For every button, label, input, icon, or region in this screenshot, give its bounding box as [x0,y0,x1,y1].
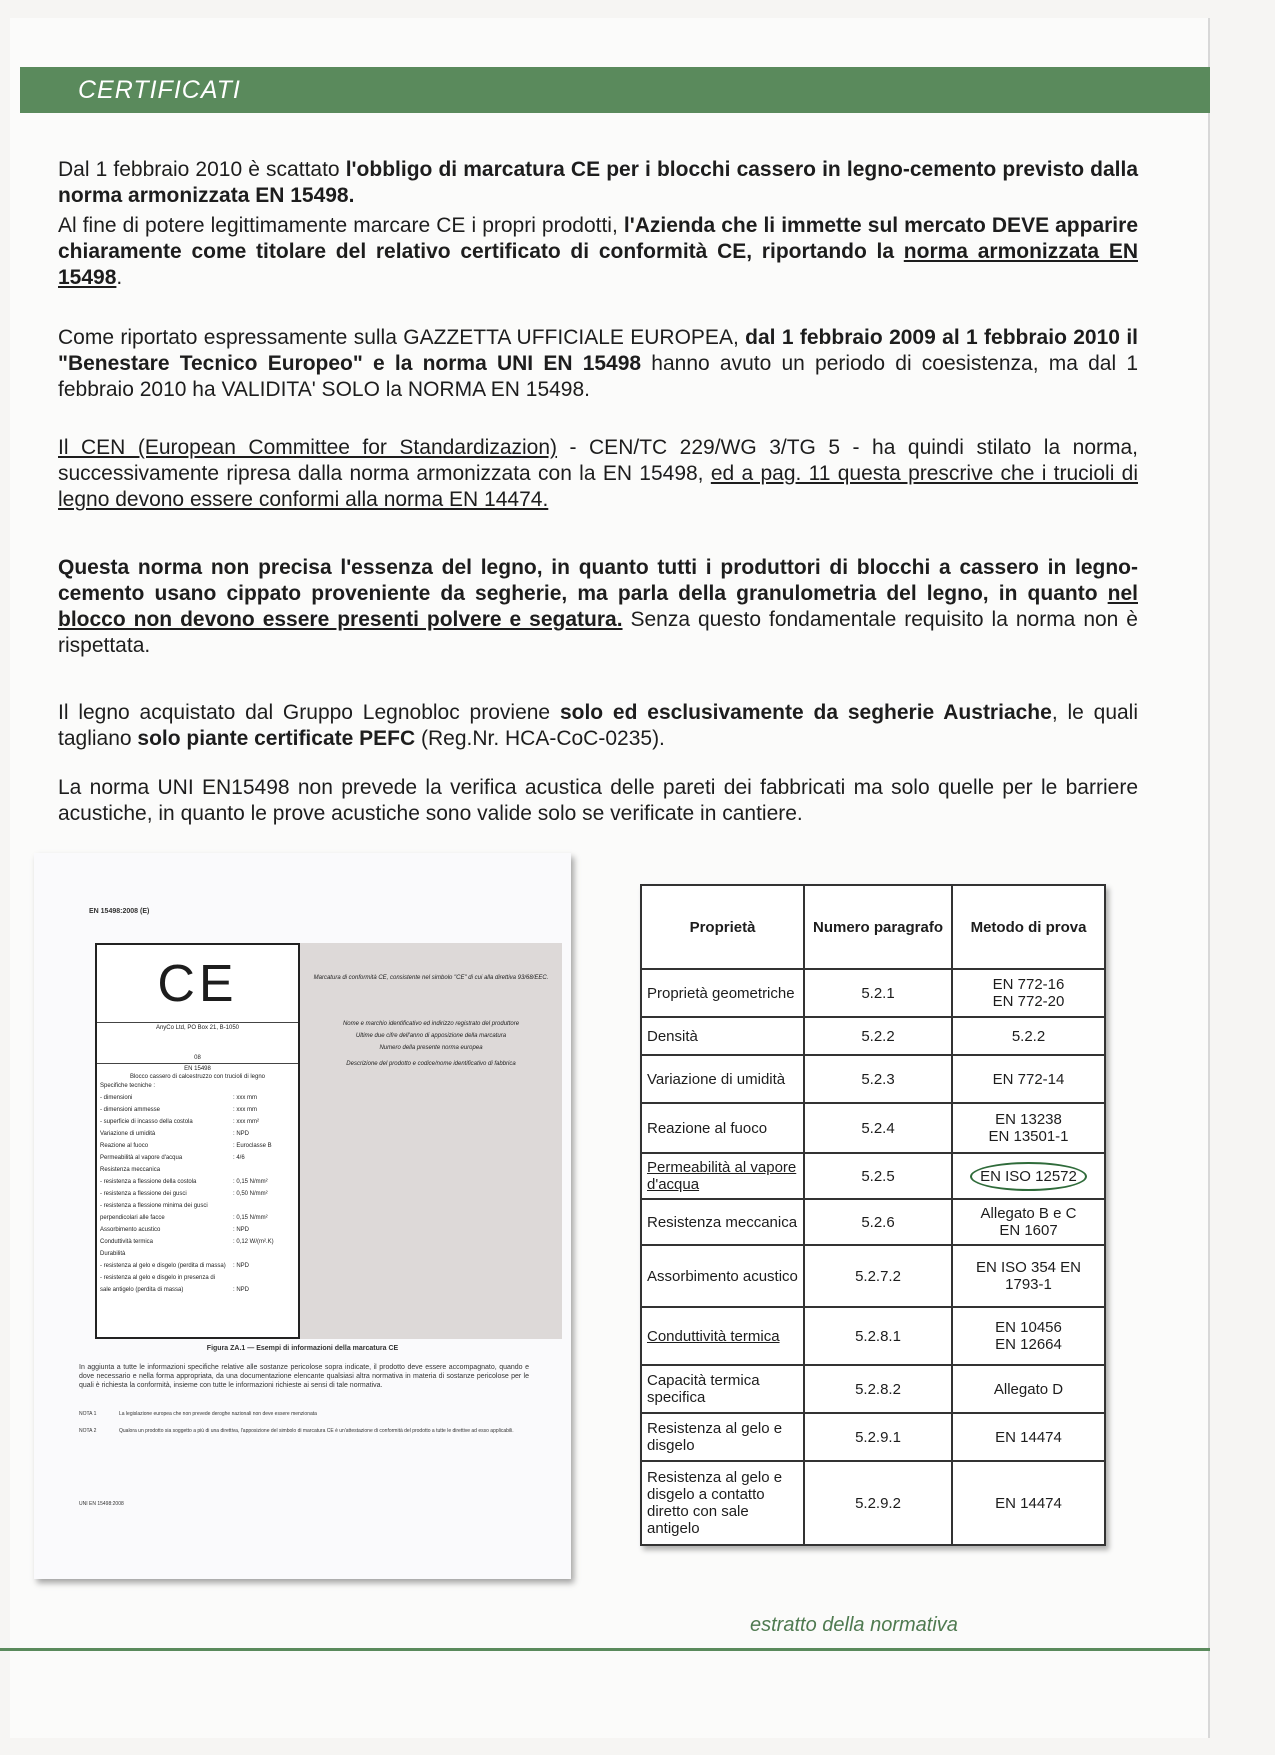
cell-text: 5.2.2 [1011,1027,1046,1045]
spec-label: - resistenza a flessione della costola [100,1179,197,1185]
cell-text: EN 14474 [995,1428,1062,1446]
cell-text: Allegato B e C EN 1607 [980,1205,1077,1239]
text-run: Questa norma non precisa l'essenza del legno, in quanto tutti i produttori di blocchi a cassero in legno-cemento usano cippato proveniente da segherie, ma parla della granulometria del legno, in quanto [58,556,1138,605]
spec-row [97,1248,298,1260]
spec-row [97,1188,298,1200]
paragraph-cell [804,1017,952,1055]
cell-text: Conduttività termica [647,1327,780,1345]
spec-value [233,1273,295,1283]
property-cell [641,1017,804,1055]
annotation: Numero della presente norma europea [379,1045,483,1051]
spec-label: sale antigelo (perdita di massa) [100,1287,184,1293]
table-row [641,1055,1105,1103]
spec-value: : 4/6 [233,1155,245,1161]
method-cell [952,1199,1105,1245]
spec-label: - resistenza a flessione dei gusci [100,1191,187,1197]
text-run: . [116,266,123,289]
spec-row [97,1176,298,1188]
property-cell [641,1461,804,1545]
spec-row [97,1200,298,1212]
text-run: Dal 1 febbraio 2010 è scattato [58,158,346,181]
property-cell [641,1413,804,1461]
cell-text: Proprietà geometriche [647,984,795,1002]
cell-text: Resistenza meccanica [647,1213,798,1231]
method-cell [952,1461,1105,1545]
figure-caption: Figura ZA.1 — Esempi di informazioni della marcatura CE [206,1345,399,1352]
table-caption: estratto della normativa [750,1614,958,1636]
cell-text: Assorbimento acustico [647,1267,798,1285]
text-run: La norma UNI EN15498 non prevede la verifica acustica delle pareti dei fabbricati ma solo quelle per le barriere acustiche, in quanto le prove acustiche sono valide solo se verificate in cantiere. [58,776,1138,825]
spec-value [233,1165,295,1175]
spec-value: : 0,15 N/mm² [233,1179,268,1185]
spec-label: - resistenza a flessione minima dei gusci [100,1203,208,1209]
paragraph-cell [804,1245,952,1307]
properties-table [640,884,1106,1546]
spec-row [97,1104,298,1116]
text-run: l'obbligo di marcatura CE per i blocchi cassero in legno-cemento previsto dalla norma armonizzata EN 15498. [58,158,1138,207]
nota2: Qualora un prodotto sia soggetto a più di una direttiva, l'apposizione del simbolo di marcatura CE è un'attestazione di conformità del prodotto a tutte le direttive ad esso applicabili. [119,1428,514,1434]
property-cell [641,1153,804,1199]
spec-label: - dimensioni [100,1095,133,1101]
table-row [641,1461,1105,1545]
table-row [641,1365,1105,1413]
method-cell [952,1153,1105,1199]
col-header: Metodo di prova [952,885,1105,969]
spec-value: : xxx mm [233,1107,257,1113]
paragraph [58,555,1138,659]
annotation: Descrizione del prodotto e codice/nome identificativo di fabbrica [346,1061,516,1067]
spec-value: : xxx mm² [233,1119,259,1125]
company-address: AnyCo Ltd, PO Box 21, B-1050 [155,1025,240,1031]
property-cell [641,1055,804,1103]
figure-footer: UNI EN 15498:2008 [79,1501,124,1507]
specs-list [97,1092,298,1296]
nota1-label: NOTA 1 [79,1411,97,1417]
cell-text: EN 772-16 EN 772-20 [992,976,1065,1010]
paragraph-cell [804,1365,952,1413]
spec-row [97,1140,298,1152]
table-row [641,1017,1105,1055]
method-cell [952,1365,1105,1413]
spec-value: : NPD [233,1263,250,1269]
spec-row [97,1236,298,1248]
cell-text: 5.2.6 [861,1213,895,1231]
spec-label: perpendicolari alle facce [100,1215,165,1221]
spec-value: : 0,50 N/mm² [233,1191,268,1197]
spec-label: Assorbimento acustico [100,1227,161,1233]
spec-row [97,1284,298,1296]
text-run: Al fine di potere legittimamente marcare CE i propri prodotti, [58,214,624,237]
text-run: Senza questo fondamentale requisito la norma non è rispettata. [58,608,1138,657]
cell-text: EN 10456 EN 12664 [995,1319,1062,1353]
method-cell [952,1055,1105,1103]
spec-value: : NPD [233,1227,250,1233]
text-run: Il legno acquistato dal Gruppo Legnobloc proviene [58,701,560,724]
cell-text: Resistenza al gelo e disgelo [647,1420,783,1454]
spec-label: - resistenza al gelo e disgelo in presenza di [100,1275,216,1281]
paragraph-cell [804,1307,952,1365]
cell-text: 5.2.8.1 [855,1327,901,1345]
paragraph [58,700,1138,752]
spec-label: Durabilità [100,1251,126,1257]
spec-row [97,1092,298,1104]
footer-divider [0,1648,1210,1651]
table-row [641,1103,1105,1153]
spec-label: Permeabilità al vapore d'acqua [100,1155,183,1161]
cell-text: Reazione al fuoco [647,1119,768,1137]
cell-text: EN ISO 12572 [970,1162,1087,1191]
col-header: Proprietà [641,885,804,969]
property-cell [641,1245,804,1307]
cell-text: 5.2.9.2 [855,1494,901,1512]
cell-text: Permeabilità al vapore d'acqua [647,1159,797,1193]
spec-value: : 0,12 W/(m².K) [233,1239,274,1245]
method-cell [952,1103,1105,1153]
property-cell [641,1365,804,1413]
ce-mark: CE [97,945,298,1023]
spec-row [97,1212,298,1224]
figure-body: In aggiunta a tutte le informazioni specifiche relative alle sostanze pericolose sopra indicate, il prodotto deve essere accompagnato, quando e dove necessario e nella forma appropriata, da una documentazione elencante qualsiasi altra normativa in materia di sostanze pericolose per le quali è richiesta la conformità, insieme con tutte le informazioni richieste ai sensi di tale normativa. [79,1364,529,1389]
text-run: Come riportato espressamente sulla GAZZETTA UFFICIALE EUROPEA, [58,326,746,349]
cell-text: Resistenza al gelo e disgelo a contatto diretto con sale antigelo [647,1469,783,1537]
cell-text: 5.2.2 [861,1027,895,1045]
paragraph-cell [804,969,952,1017]
spec-row [97,1128,298,1140]
cell-text: Allegato D [993,1380,1064,1398]
spec-row [97,1152,298,1164]
col-header: Numero paragrafo [804,885,952,969]
spec-value [233,1249,295,1259]
paragraph [58,775,1138,827]
cell-text: 5.2.9.1 [855,1428,901,1446]
method-cell [952,1307,1105,1365]
cell-text: Densità [647,1027,698,1045]
cell-text: 5.2.7.2 [855,1267,901,1285]
spec-row [97,1224,298,1236]
cell-text: EN ISO 354 EN 1793-1 [975,1259,1082,1293]
year: 08 [97,1053,298,1064]
paragraph-cell [804,1413,952,1461]
method-cell [952,969,1105,1017]
figure-code: EN 15498:2008 (E) [89,908,150,915]
paragraph-cell [804,1153,952,1199]
text-run: dal 1 febbraio 2009 al 1 febbraio 2010 il "Benestare Tecnico Europeo" e la norma UNI EN 15498 [58,326,1138,375]
paragraph-cell [804,1199,952,1245]
property-cell [641,1103,804,1153]
paragraph [58,213,1138,291]
spec-label: - dimensioni ammesse [100,1107,161,1113]
product: Blocco cassero di calcestruzzo con trucioli di legno [129,1074,266,1080]
cell-text: 5.2.5 [861,1167,895,1185]
cell-text: 5.2.3 [861,1070,895,1088]
spec-label: Reazione al fuoco [100,1143,149,1149]
spec-value: : 0,15 N/mm² [233,1215,268,1221]
property-cell [641,969,804,1017]
nota2-label: NOTA 2 [79,1428,97,1434]
cell-text: EN 14474 [995,1494,1062,1512]
annotation: Ultime due cifre dell'anno di apposizione della marcatura [355,1033,507,1039]
method-cell [952,1413,1105,1461]
spec-label: Conduttività termica [100,1239,154,1245]
cell-text: EN 13238 EN 13501-1 [988,1111,1069,1145]
spec-label: Resistenza meccanica [100,1167,161,1173]
spec-label: - superficie di incasso della costola [100,1119,193,1125]
norm: EN 15498 [184,1066,211,1072]
text-run: - CEN/TC 229/WG 3/TG 5 - ha quindi stilato la norma, successivamente ripresa dalla norma armonizzata con la EN 15498, [58,436,1139,485]
ce-label-box [95,943,300,1339]
paragraph [58,435,1138,513]
spec-row [97,1272,298,1284]
paragraph-cell [804,1055,952,1103]
nota1: La legislazione europea che non prevede deroghe nazionali non deve essere menzionata [119,1411,317,1417]
paragraph-cell [804,1103,952,1153]
cell-text: 5.2.4 [861,1119,895,1137]
text-run: norma armonizzata EN 15498 [58,240,1138,289]
table-row [641,1245,1105,1307]
text-run: nel blocco non devono essere presenti polvere e segatura. [58,582,1138,631]
text-run: solo piante certificate PEFC [137,727,416,750]
cell-text: EN 772-14 [992,1070,1065,1088]
section-header [20,67,1210,113]
text-run: (Reg.Nr. HCA-CoC-0235). [415,727,665,750]
spec-value: : NPD [233,1131,250,1137]
ce-marking-figure [34,853,571,1579]
table-row [641,1307,1105,1365]
annotation: Nome e marchio identificativo ed indirizzo registrato del produttore [342,1021,520,1027]
paragraph [58,157,1138,209]
section-title: CERTIFICATI [78,76,241,104]
cell-text: Variazione di umidità [647,1070,786,1088]
spec-row [97,1164,298,1176]
table-row [641,1413,1105,1461]
cell-text: 5.2.1 [861,984,895,1002]
cell-text: Capacità termica specifica [647,1372,760,1406]
specs-title: Specifiche tecniche : [100,1083,156,1089]
table-row [641,969,1105,1017]
spec-label: - resistenza al gelo e disgelo (perdita di massa) [100,1263,226,1269]
spec-value: : xxx mm [233,1095,257,1101]
text-run: hanno avuto un periodo di coesistenza, ma dal 1 febbraio 2010 ha VALIDITA' SOLO la NORMA EN 15498. [58,352,1138,401]
method-cell [952,1017,1105,1055]
table-row [641,1153,1105,1199]
paragraph [58,325,1138,403]
spec-value: : NPD [233,1287,250,1293]
text-run: solo ed esclusivamente da segherie Austriache [559,701,1052,724]
annotation: Marcatura di conformità CE, consistente nel simbolo "CE" di cui alla direttiva 93/68/EEC. [313,975,549,981]
property-cell [641,1199,804,1245]
text-run: ed a pag. 11 questa prescrive che i trucioli di legno devono essere conformi alla norma EN 14474. [58,462,1139,511]
cell-text: 5.2.8.2 [855,1380,901,1398]
spec-row [97,1260,298,1272]
text-run: l'Azienda che li immette sul mercato DEVE apparire chiaramente come titolare del relativo certificato di conformità CE, riportando la [58,214,1138,263]
table-row [641,1199,1105,1245]
paragraph-cell [804,1461,952,1545]
text-run: , le quali tagliano [58,701,1139,750]
spec-label: Variazione di umidità [100,1131,156,1137]
method-cell [952,1245,1105,1307]
text-run: Il CEN (European Committee for Standardizazion) [58,436,558,459]
property-cell [641,1307,804,1365]
figure-annotations [300,943,562,1339]
spec-value: : Euroclasse B [233,1143,272,1149]
spec-row [97,1116,298,1128]
spec-value [233,1201,295,1211]
